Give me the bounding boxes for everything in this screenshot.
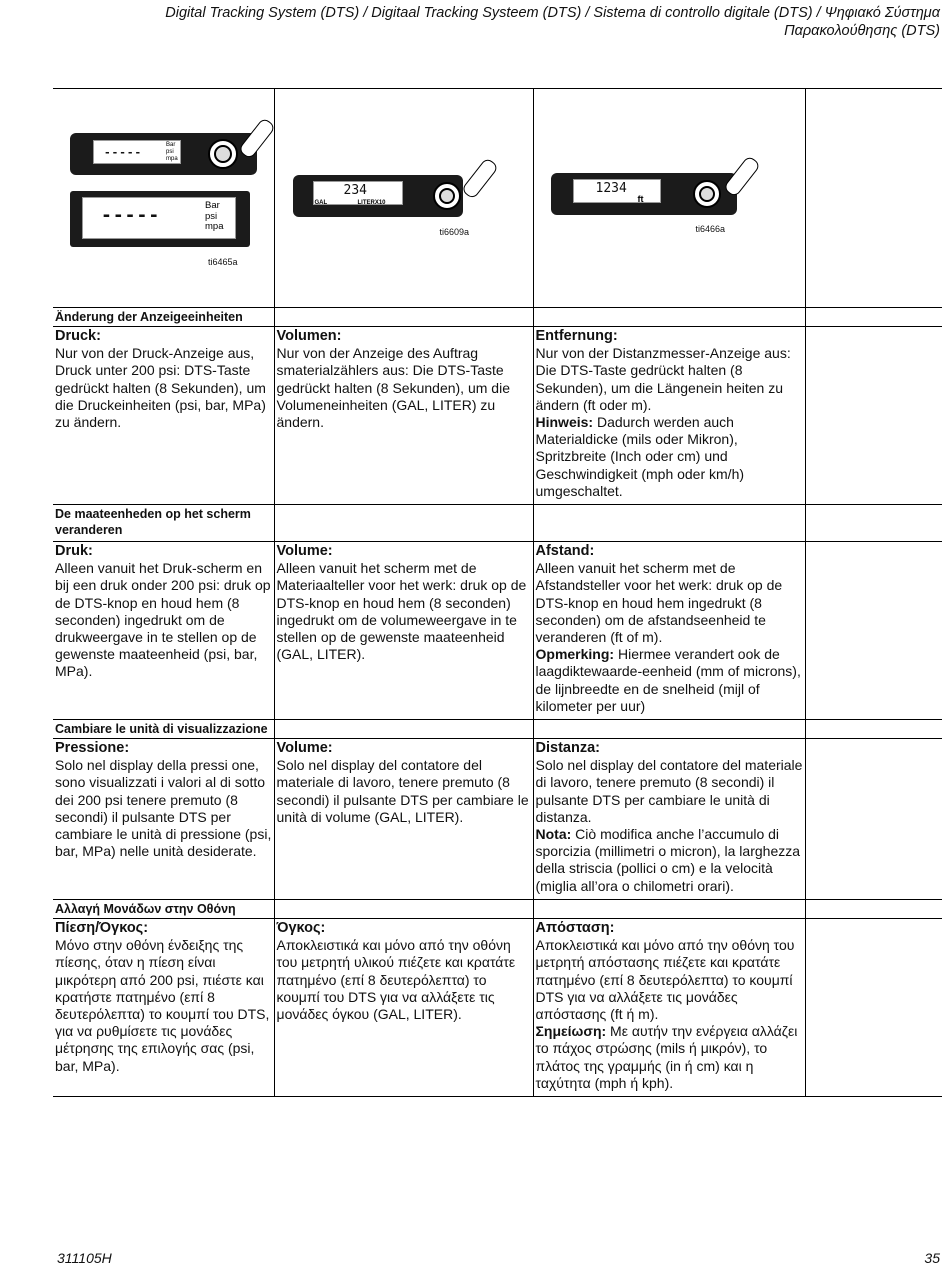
distance-text-nl: Alleen vanuit het scherm met de Afstandsteller voor het werk: druk op de DTS-knop en houd hem ingedrukt (8 seconden) om de afstandseenheid te veranderen (ft of m). (535, 560, 783, 646)
pressure-title-de: Druck: (55, 328, 101, 344)
pressure-text-it: Solo nel display della pressi one, sono visualizzati i valori al di sotto dei 200 psi tenere premuto (8 secondi) il pulsante DTS per cambiare le unità di pressione (psi, bar, MPa) nelle unità desiderate. (55, 757, 272, 860)
volume-right-label: LITERX10 (357, 200, 386, 206)
pressure-cell-it (53, 739, 274, 900)
distance-note-label-de: Hinweis: (535, 414, 594, 431)
volume-lcd (313, 181, 403, 205)
distance-note-text-nl: Hiermee verandert ook de laagdiktewaarde-eenheid (mm of microns), de lijnbreedte en de snelheid (mijl of kilometer per uur) (535, 646, 801, 714)
small-lcd (93, 140, 181, 164)
section-body-row-el (53, 918, 942, 1096)
volume-title-it: Volume: (276, 740, 333, 757)
volume-lcd-value: 234 (343, 183, 367, 198)
distance-note-text-it: Ciò modifica anche l’accumulo di sporcizia (millimetri o micron), la larghezza della striscia (pollici o cm) e la velocità (miglia all’ora o chilometri orari). (535, 826, 801, 894)
distance-cell-nl (533, 542, 805, 720)
distance-text-de: Nur von der Distanzmesser-Anzeige aus: Die DTS-Taste gedrückt halten (8 Sekunden), um die Längenein heiten zu ändern (ft oder m). (535, 345, 791, 413)
volume-display-figure (275, 89, 534, 307)
pressure-text-de: Nur von der Druck-Anzeige aus, Druck unter 200 psi: DTS-Taste gedrückt halten (8 Sekunden), um die Druckeinheiten (psi, bar, MPa) zu ändern. (55, 345, 266, 431)
distance-note-text-de: Dadurch werden auch Materialdicke (mils oder Mikron), Spritzbreite (Inch oder cm) und Geschwindigkeit (mph oder km/h) umgeschaltet. (535, 414, 745, 499)
distance-note-label-el: Σημείωση: (535, 1023, 607, 1040)
volume-title-nl: Volume: (276, 543, 333, 560)
section-heading-row-it (53, 720, 942, 739)
figure-cell-empty (805, 89, 942, 308)
large-lcd-value: ----- (101, 205, 161, 226)
pressure-title-it: Pressione: (55, 740, 130, 757)
section-heading-row-el (53, 899, 942, 918)
volume-cell-it (274, 739, 533, 900)
section-heading-de: Änderung der Anzeigeeinheiten (53, 308, 274, 327)
distance-unit-label: ft (637, 194, 644, 204)
volume-left-label: GAL (314, 200, 328, 206)
page-number: 35 (924, 1250, 940, 1266)
distance-title-el: Απόσταση: (535, 919, 615, 936)
section-body-row-de (53, 327, 942, 505)
distance-text-el: Αποκλειστικά και μόνο από την οθόνη του μετρητή απόστασης πιέζετε και κρατάτε πατημένο (επί 8 δευτερόλεπτα) το κουμπί DTS για να αλλάξετε τις μονάδες απόστασης (ft ή m). (535, 937, 795, 1022)
volume-text-it: Solo nel display del contatore del materiale di lavoro, tenere premuto (8 secondi) il pulsante DTS per cambiare le unità di volume (GAL, LITER). (276, 757, 529, 825)
volume-title-el: Όγκος: (276, 919, 326, 936)
distance-note-label-it: Nota: (535, 826, 572, 843)
dts-button-icon (208, 139, 238, 169)
header-title-line2: Παρακολούθησης (DTS) (784, 23, 940, 39)
pressure-cell-de (53, 327, 274, 505)
figure-id: ti6465a (208, 257, 238, 267)
small-dts-device (70, 133, 257, 175)
section-heading-row-nl (53, 505, 942, 542)
volume-text-el: Αποκλειστικά και μόνο από την οθόνη του μετρητή υλικού πιέζετε και κρατάτε πατημένο (επί 8 δευτερόλεπτα) το κουμπί του DTS για να αλλάξετε τις μονάδες όγκου (GAL, LITER). (276, 937, 516, 1022)
small-lcd-value: ----- (104, 146, 143, 159)
distance-lcd (573, 179, 661, 203)
header-title-line1: Digital Tracking System (DTS) / Digitaal Tracking Systeem (DTS) / Sistema di controllo digitale (DTS) / Ψηφιακό Σύστημα (165, 5, 940, 21)
pressure-text-el: Μόνο στην οθόνη ένδειξης της πίεσης, όταν η πίεση είναι μικρότερη από 200 psi, πιέστε και κρατήστε πατημένο (επί 8 δευτερόλεπτα) το κουμπί του DTS, για να ρυθμίσετε τις μονάδες μέτρησης της επιλογής σας (psi, bar, MPa). (55, 937, 270, 1074)
figure-cell-pressure (53, 89, 274, 308)
large-lcd (82, 197, 236, 239)
finger-press-icon (460, 157, 498, 200)
section-body-row-nl (53, 542, 942, 720)
distance-note-text-el: Με αυτήν την ενέργεια αλλάζει το πάχος στρώσης (mils ή μικρόν), το πλάτος της γραμμής (in ή cm) και η ταχύτητα (mph ή kph). (535, 1023, 798, 1091)
distance-title-de: Entfernung: (535, 328, 618, 344)
dts-button-icon (693, 180, 721, 208)
pressure-text-nl: Alleen vanuit het Druk-scherm en bij een druk onder 200 psi: druk op de DTS-knop en houd hem (8 seconden) ingedrukt om de drukweergave in te stellen op de gewenste maateenheid (psi, bar, MPa). (55, 560, 271, 680)
small-lcd-units: Bar psi mpa (166, 142, 178, 162)
distance-cell-el (533, 918, 805, 1096)
volume-text-de: Nur von der Anzeige des Auftrag smaterialzählers aus: Die DTS-Taste gedrückt halten (8 Sekunden), um die Volumeneinheiten (GAL, LITER) zu ändern. (276, 345, 510, 431)
pressure-cell-nl (53, 542, 274, 720)
distance-dts-device (551, 173, 737, 215)
section-heading-it: Cambiare le unità di visualizzazione (53, 720, 274, 739)
large-display-device (70, 191, 250, 247)
figure-cell-volume (274, 89, 533, 308)
dts-button-icon (433, 182, 461, 210)
distance-text-it: Solo nel display del contatore del materiale di lavoro, tenere premuto (8 secondi) il pulsante DTS per cambiare le unità di distanza. (535, 757, 803, 825)
dts-units-table (53, 88, 942, 1097)
finger-press-icon (722, 155, 760, 198)
pressure-title-el: Πίεση/Όγκος: (55, 919, 149, 936)
distance-cell-it (533, 739, 805, 900)
pressure-cell-el (53, 918, 274, 1096)
figure-id: ti6609a (439, 227, 470, 237)
volume-cell-nl (274, 542, 533, 720)
finger-press-icon (238, 117, 276, 160)
volume-title-de: Volumen: (276, 328, 342, 344)
distance-display-figure (534, 89, 806, 307)
distance-note-label-nl: Opmerking: (535, 646, 615, 663)
figure-row (53, 89, 942, 308)
volume-dts-device (293, 175, 463, 217)
section-heading-el: Αλλαγή Μονάδων στην Οθόνη (53, 899, 274, 918)
volume-cell-el (274, 918, 533, 1096)
page-header (60, 4, 940, 40)
distance-title-nl: Afstand: (535, 543, 595, 560)
large-lcd-units: Bar psi mpa (205, 200, 224, 232)
volume-text-nl: Alleen vanuit het scherm met de Materiaalteller voor het werk: druk op de DTS-knop en houd hem (8 seconden) ingedrukt om de volumeweergave in te stellen op de gewenste maateenheid (GAL, LITER). (276, 560, 527, 663)
distance-cell-de (533, 327, 805, 505)
pressure-display-figure (53, 89, 274, 307)
distance-title-it: Distanza: (535, 740, 600, 757)
section-body-row-it (53, 739, 942, 900)
section-heading-nl: De maateenheden op het scherm veranderen (53, 505, 274, 542)
distance-lcd-value: 1234 (595, 181, 627, 196)
section-heading-row-de (53, 308, 942, 327)
figure-id: ti6466a (695, 224, 726, 234)
pressure-title-nl: Druk: (55, 543, 93, 560)
figure-cell-distance (533, 89, 805, 308)
volume-cell-de (274, 327, 533, 505)
document-number: 311105H (57, 1250, 112, 1266)
